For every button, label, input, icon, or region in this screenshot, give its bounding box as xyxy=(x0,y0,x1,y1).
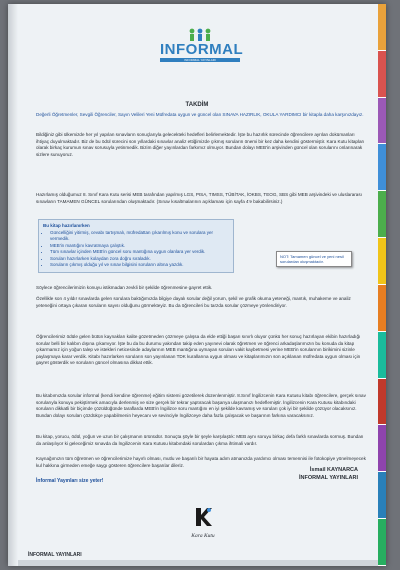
signature xyxy=(299,467,358,482)
closing-line: İnformal Yayınları size yeter! xyxy=(36,478,104,484)
kara-kutu-logo xyxy=(178,506,228,539)
note-sticker: NOT: Tamamen güncel ve yeni nesil sorulardan oluşmaktadır. xyxy=(276,251,352,267)
list-item: • Soruları hazırlarken kolaydan zora doğru sıraladık. xyxy=(50,256,229,263)
color-tab xyxy=(378,144,386,191)
paragraph: Kaynağımızın tüm öğretmen ve öğrencilerimize hayırlı olması, mutlu ve başarılı bir hayata adım atmanızda yardımcı olması temennisi ile fotokopiye yönelmeyecek kul hakkına girmeden emeğe saygı gösteren öğrencilere başarılar dileriz. xyxy=(36,456,366,468)
preparation-list xyxy=(43,230,229,269)
color-tabs xyxy=(378,4,386,566)
footer-label: İNFORMAL YAYINLARI xyxy=(28,552,82,558)
paragraph: Söylece öğrencilerimizin konuyu istikmadan zevkli bir şekilde öğrenmesine gayret ettik. xyxy=(36,285,213,290)
color-tab xyxy=(378,332,386,379)
list-item: • Tüm sınavlar içinden MEB'in güncel soru mantığına uygun olanlara yer verdik. xyxy=(50,249,229,256)
color-tab xyxy=(378,285,386,332)
list-item: • Soruların çıkmış olduğu yıl ve sınav bilgisini soruların altına yazdık. xyxy=(50,262,229,269)
book-spine xyxy=(8,4,18,566)
kara-kutu-label: Kara Kutu xyxy=(191,533,215,539)
list-item: • Güncelliğini yitirmiş, cevabı tartışmalı, müfredattan çıkarılmış konu ve sorulara yer vermedik. xyxy=(50,230,229,243)
logo-subtitle: INFORMAL YAYINLARI xyxy=(160,58,240,62)
paragraph: Bu kitabımızda sorular informal (kendi kendine öğrenme) eğitim sistemi gözetilerek düzenlenmiştir. 8.Sınıf İngilizcenin Kara Kutusu kitabı öğrencilere, gerçek sınav sorularıyla konuyu pekiştirmek amacıyla derlenmiş ve size gerçek bir tekrar yaptıracak başarıya ulaşmanızı hedeflemiştir. İngilizcenin Kara Kutusu kitabındaki soruların dikkatli bir biçimde çözüldüğünde taraflarda MEB'in İngilizce soru mantığını en iyi şekilde kavramış ve soruları çok iyi bir şekilde çözüyor olacaksınız. Bundan dolayı soruları çözdükçe yapabilmenin heyecanı ve sevinciyle İngilizceye daha fazla çalışacak ve başarının farkına varacaksınız. xyxy=(36,393,366,418)
color-tab xyxy=(378,472,386,519)
signature-org: İNFORMAL YAYINLARI xyxy=(299,474,358,481)
color-tab xyxy=(378,238,386,285)
people-icon xyxy=(185,28,215,42)
paragraph: Bildiğiniz gibi ülkemizde her yıl yapılan sınavların sonuçlarıyla gelecekteki hedefleri belirlemektedir. İşte bu hazırlık sürecinde öğrencilere ayrılan dokümanları ihtiyaç duyulmaktadır. Biz de bu ödül sürecini son yıllardaki sınavlar analiz ettiğimizde çıkmış soruların önemi bir kez daha kendini göstermiştir. Kara Kutu kitapları olarak birkaç kurumun sınav sorusuyla yetinmedik. Bizim diğer yayınlardan farkımız olmuyor. Bundan dolayı MEB'in arşivinden güncel olan sorularını onlarınarak sizlere sunuyoruz. xyxy=(36,132,365,157)
color-tab xyxy=(378,519,386,566)
paragraph: Hazırlamış olduğumuz 8. Sınıf Kara Kutu serisi MEB tarafından yapılmış LGS, PISA, TIMSS, TÜBİTAK, İOKBS, TEOG, SBS gibi MEB arşivindeki ve uluslararası sınavların TAMAMEN GÜNCEL sorularından oluşmaktadır. (Sınav kısaltmalarının açıklaması için sayfa 4'e bakabilirsiniz.) xyxy=(36,192,362,204)
book-page xyxy=(8,4,386,566)
k-letter-icon xyxy=(192,506,214,528)
signature-name: İsmail KAYNARCA xyxy=(309,467,358,473)
footer-bar xyxy=(18,560,378,566)
preparation-box xyxy=(38,219,234,273)
paragraph: Bu kitap, yorucu, ödül, yoğun ve uzun bir çalışmanın ürünüdür. Sonuçta şöyle bir şeyle karşılaştık: MEB aynı soruyu birkaç defa farklı sınavlarda sormuş. Bundan da anlaşılıyor ki geleceğimiz sınavda da İngilizcenin Kara Kutusu kitabındaki sorulardan çıkma ihtimali vardır. xyxy=(36,434,364,446)
color-tab xyxy=(378,51,386,98)
color-tab xyxy=(378,379,386,426)
page-title: TAKDİM xyxy=(185,102,209,108)
paragraph: Öğrencilerimiz ödüle gelen bütün kaynakları kalite gözetmeden çözmeye çalışsa da elde ettiği başarı sınırlı oluyor çünkü her sonuç hazırlayan ekibin hazırladığı sorular belli bir kalıbın dışına çıkamıyor. İşte bu da bu durumu yakından takip eden yayınevi olarak öğretmen ve öğrenci arkadaşlarımızın bu konuda da kitap çıkarmamız için yoğun talep ve istekleri neticesinde adaylarının MEB mantığına uymayan soruları vakit kaybetmesi yerine MEB'in sorularının birikimini sizinle paylaşmaya karar verdik. Kitabı hazırlarken soruların son yayınlanan TDK kurallarına uygun olması ve kitaplarımızın son açıklanan müfredata uygun olması için gayret gösterdik ve soruların güncel olmasına dikkat ettik. xyxy=(36,334,361,366)
list-item: • MEB'in mantığını kavratmaya çalıştık. xyxy=(50,243,229,250)
color-tab xyxy=(378,425,386,472)
box-heading: Bu kitap hazırlanırken xyxy=(43,223,90,228)
informal-logo xyxy=(160,28,244,74)
color-tab xyxy=(378,4,386,51)
logo-brand: INFORMAL xyxy=(160,41,244,58)
paragraph: Değerli Öğretmenler, Sevgili Öğrenciler, Sayın Velileri Yeni Müfredata uygun ve güncel olan SINAVA HAZIRLIK, OKULA YARDIMCI bir kitapla daha karşınızdayız. xyxy=(36,112,364,117)
paragraph: Özellikle son 4 yıldır sınavlarda gelen sorulara baktığımızda bilgiye dayalı sorular değil yorum, şekil ve grafik okuma yeteneği, mantık, muhakeme ve analiz yeteneğini ortaya çıkaran soruların sayısı olduğunu görmekteyiz. Bu da öğrencileri bu tarzda sorular çözmeye yönlendiriyor. xyxy=(36,296,351,308)
color-tab xyxy=(378,191,386,238)
